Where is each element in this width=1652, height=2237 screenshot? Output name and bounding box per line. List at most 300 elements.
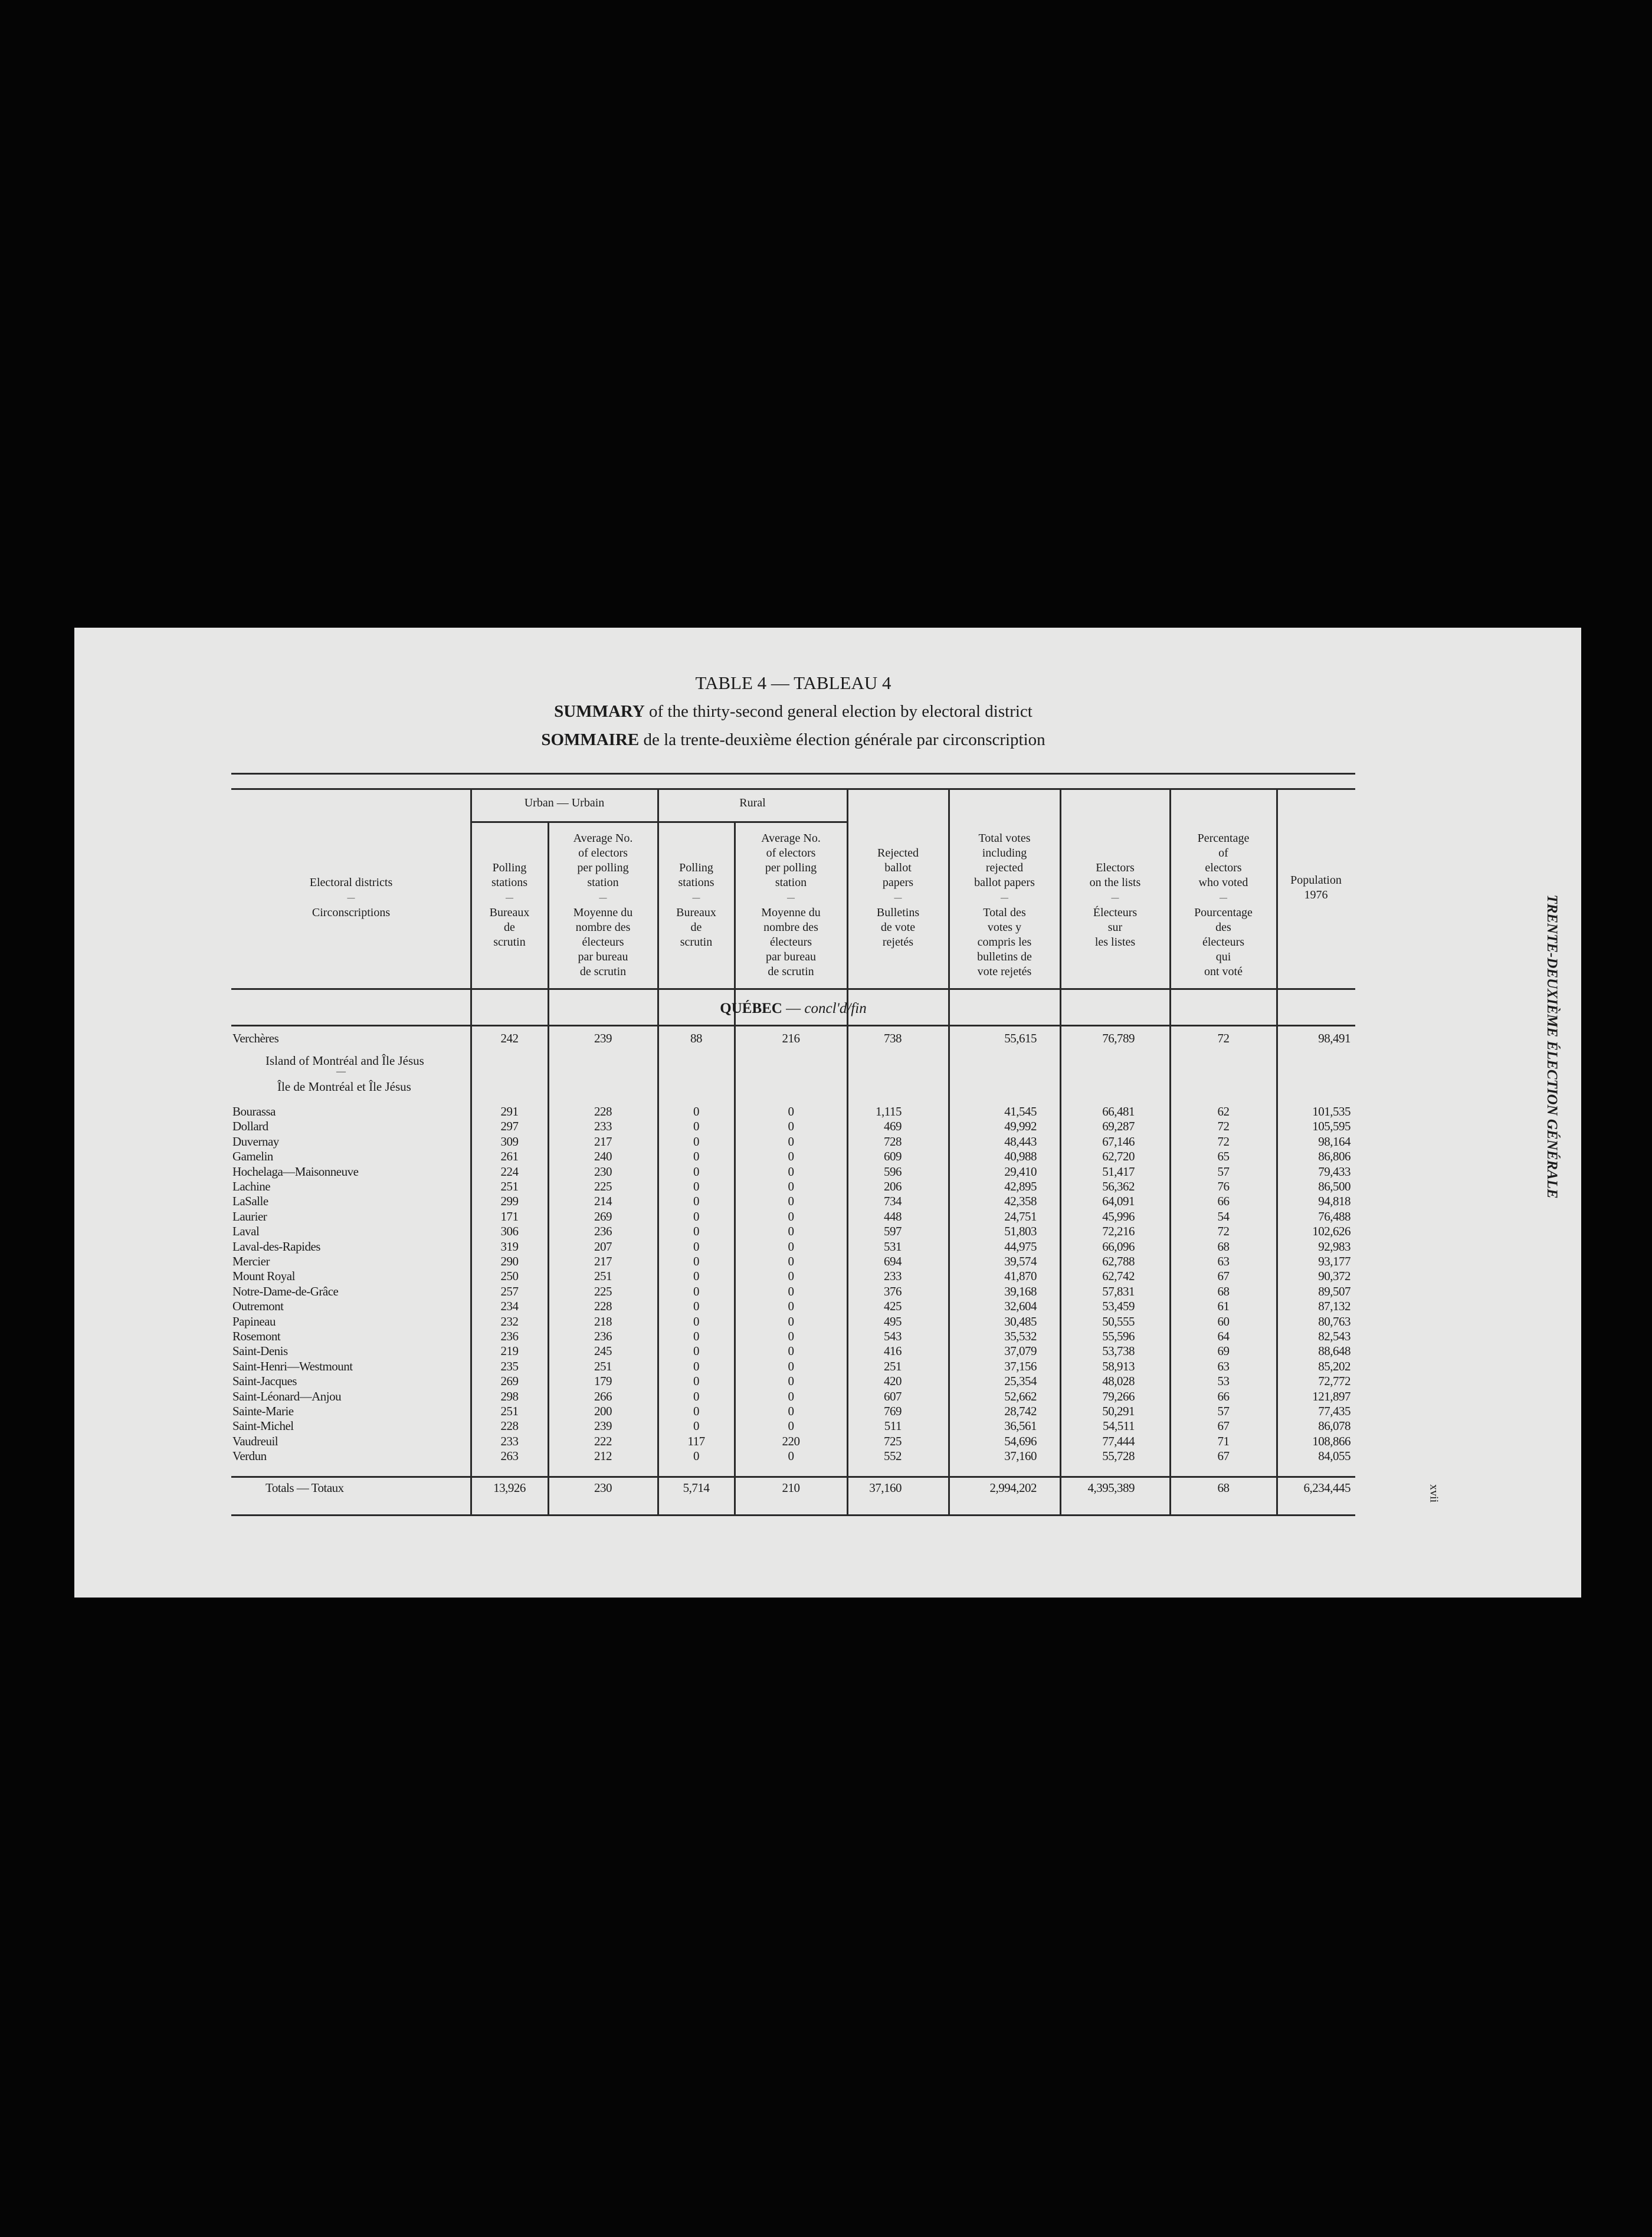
header-fr	[761, 906, 821, 979]
rule-top	[231, 773, 1355, 775]
table-row	[231, 1359, 1355, 1374]
header-line: bulletins de	[977, 950, 1032, 963]
rural-average-electors: 0	[788, 1299, 794, 1314]
rural-polling-stations: 0	[693, 1179, 699, 1193]
percentage-voted: 72	[1217, 1134, 1230, 1149]
population-1976: 87,132	[1318, 1299, 1351, 1314]
percentage-voted: 67	[1217, 1269, 1230, 1284]
percentage-voted: 66	[1217, 1194, 1230, 1209]
rural-average-electors: 0	[788, 1164, 794, 1179]
rejected-ballots: 694	[884, 1254, 902, 1268]
header-en	[1090, 822, 1141, 890]
district-name: Verchères	[232, 1031, 279, 1045]
percentage-voted: 67	[1217, 1419, 1230, 1434]
rejected-ballots: 37,160	[869, 1481, 902, 1495]
header-fr	[312, 906, 390, 920]
rejected-ballots: 734	[884, 1194, 902, 1209]
district-name: Totals — Totaux	[266, 1481, 344, 1495]
rejected-ballots: 543	[884, 1329, 902, 1343]
table-row	[231, 1299, 1355, 1314]
total-votes: 37,156	[1004, 1359, 1037, 1373]
urban-polling-stations: 250	[500, 1269, 519, 1284]
rural-polling-stations: 5,714	[683, 1481, 710, 1495]
header-line: Total votes	[978, 832, 1031, 845]
rural-average-electors: 0	[788, 1134, 794, 1149]
header-line: de vote	[880, 921, 916, 934]
percentage-voted: 67	[1217, 1449, 1230, 1464]
population-1976: 98,164	[1318, 1134, 1351, 1149]
rural-average-electors: 0	[788, 1329, 794, 1343]
header-population-1976	[1277, 873, 1355, 903]
header-line: des	[1215, 921, 1231, 934]
rural-average-electors: 0	[788, 1284, 794, 1298]
percentage-voted: 64	[1217, 1329, 1230, 1343]
header-line: including	[982, 847, 1027, 860]
urban-polling-stations: 233	[500, 1434, 519, 1448]
rejected-ballots: 425	[884, 1299, 902, 1314]
french-title-rest: de la trente-deuxième élection générale par circonscription	[639, 730, 1045, 749]
header-dash: —	[787, 893, 795, 902]
district-name: Gamelin	[232, 1149, 273, 1164]
table-row	[231, 1374, 1355, 1389]
french-title-bold: SOMMAIRE	[541, 730, 640, 749]
header-line: Bureaux	[489, 906, 530, 919]
header-en	[573, 822, 633, 890]
rural-average-electors: 0	[788, 1389, 794, 1403]
urban-average-electors: 269	[594, 1209, 612, 1224]
electors-on-lists: 53,738	[1102, 1344, 1135, 1359]
header-line: station	[775, 876, 807, 889]
rural-average-electors: 0	[788, 1254, 794, 1268]
population-1976: 86,500	[1318, 1179, 1351, 1193]
district-name: Rosemont	[232, 1329, 281, 1343]
total-votes: 48,443	[1004, 1134, 1037, 1149]
urban-polling-stations: 13,926	[493, 1481, 526, 1495]
table-row	[231, 1449, 1355, 1464]
header-line: Polling	[492, 861, 527, 874]
rural-polling-stations: 0	[693, 1254, 699, 1268]
rural-polling-stations: 0	[693, 1329, 699, 1343]
urban-polling-stations: 242	[500, 1031, 519, 1045]
urban-polling-stations: 251	[500, 1404, 519, 1418]
rural-average-electors: 220	[782, 1434, 800, 1448]
total-votes: 44,975	[1004, 1239, 1037, 1254]
header-en	[877, 822, 919, 890]
table-row	[231, 1404, 1355, 1419]
total-votes: 39,168	[1004, 1284, 1037, 1298]
district-name: Saint-Jacques	[232, 1374, 297, 1389]
rural-average-electors: 0	[788, 1344, 794, 1359]
percentage-voted: 61	[1217, 1299, 1230, 1314]
percentage-voted: 66	[1217, 1389, 1230, 1403]
rural-average-electors: 0	[788, 1149, 794, 1164]
header-line: rejected	[985, 861, 1024, 874]
urban-average-electors: 228	[594, 1104, 612, 1118]
district-name: Bourassa	[232, 1104, 276, 1118]
rural-average-electors: 0	[788, 1239, 794, 1254]
total-votes: 24,751	[1004, 1209, 1037, 1224]
population-1976: 101,535	[1312, 1104, 1351, 1118]
table-row	[231, 1149, 1355, 1164]
urban-average-electors: 179	[594, 1374, 612, 1389]
total-votes: 41,870	[1004, 1269, 1037, 1284]
urban-polling-stations: 290	[500, 1254, 519, 1268]
table-row	[231, 1224, 1355, 1239]
rural-polling-stations: 0	[693, 1119, 699, 1134]
electors-on-lists: 50,291	[1102, 1404, 1135, 1418]
electors-on-lists: 76,789	[1102, 1031, 1135, 1045]
rural-polling-stations: 0	[693, 1194, 699, 1209]
total-votes: 39,574	[1004, 1254, 1037, 1268]
header-dash: —	[599, 893, 607, 902]
population-1976: 77,435	[1318, 1404, 1351, 1418]
table-row	[231, 1419, 1355, 1434]
header-line: per polling	[765, 861, 817, 874]
table-row	[231, 1284, 1355, 1299]
header-en	[310, 822, 393, 890]
table-row	[231, 1194, 1355, 1209]
electors-on-lists: 55,728	[1102, 1449, 1135, 1464]
header-dash: —	[1001, 893, 1008, 902]
header-line: votes y	[987, 921, 1022, 934]
english-title-bold: SUMMARY	[554, 702, 645, 721]
percentage-voted: 72	[1217, 1224, 1230, 1239]
subheading-fr: Île de Montréal et Île Jésus	[277, 1080, 411, 1094]
header-line: scrutin	[493, 936, 526, 949]
electors-on-lists: 72,216	[1102, 1224, 1135, 1239]
urban-average-electors: 230	[594, 1164, 612, 1179]
total-votes: 41,545	[1004, 1104, 1037, 1118]
table-row	[231, 1119, 1355, 1134]
district-name: Hochelaga—Maisonneuve	[232, 1164, 359, 1179]
urban-average-electors: 230	[594, 1481, 612, 1495]
rejected-ballots: 1,115	[876, 1104, 902, 1118]
subheading-en: Island of Montréal and Île Jésus	[266, 1054, 424, 1068]
urban-average-electors: 239	[594, 1419, 612, 1434]
population-1976: 6,234,445	[1303, 1481, 1351, 1495]
header-line: Electoral districts	[309, 876, 393, 889]
header-line: per polling	[577, 861, 629, 874]
electors-on-lists: 56,362	[1102, 1179, 1135, 1193]
rejected-ballots: 469	[884, 1119, 902, 1134]
table-row	[231, 1239, 1355, 1254]
percentage-voted: 63	[1217, 1254, 1230, 1268]
population-1976: 92,983	[1318, 1239, 1351, 1254]
header-line: Circonscriptions	[312, 906, 391, 919]
rejected-ballots: 738	[884, 1031, 902, 1045]
electors-on-lists: 69,287	[1102, 1119, 1135, 1134]
header-line: Rejected	[877, 847, 919, 860]
header-line: nombre des	[575, 921, 631, 934]
group-urban: Urban — Urbain	[524, 796, 605, 809]
electors-on-lists: 66,481	[1102, 1104, 1135, 1118]
urban-polling-stations: 319	[500, 1239, 519, 1254]
district-name: Verdun	[232, 1449, 267, 1464]
rejected-ballots: 597	[884, 1224, 902, 1239]
urban-polling-stations: 236	[500, 1329, 519, 1343]
header-fr	[490, 906, 530, 950]
district-name: Laurier	[232, 1209, 267, 1224]
rejected-ballots: 531	[884, 1239, 902, 1254]
district-name: Saint-Léonard—Anjou	[232, 1389, 342, 1403]
header-line: Average No.	[761, 832, 821, 845]
urban-average-electors: 225	[594, 1179, 612, 1193]
population-1976: 85,202	[1318, 1359, 1351, 1373]
district-name: Outremont	[232, 1299, 284, 1314]
urban-polling-stations: 297	[500, 1119, 519, 1134]
district-name: Mount Royal	[232, 1269, 295, 1284]
population-1976: 93,177	[1318, 1254, 1351, 1268]
rural-polling-stations: 0	[693, 1164, 699, 1179]
rejected-ballots: 233	[884, 1269, 902, 1284]
header-line: Population	[1290, 874, 1342, 887]
header-line: Moyenne du	[761, 906, 821, 919]
percentage-voted: 76	[1217, 1179, 1230, 1193]
urban-polling-stations: 251	[500, 1179, 519, 1193]
rural-polling-stations: 0	[693, 1299, 699, 1314]
table-row	[231, 1209, 1355, 1224]
total-votes: 35,532	[1004, 1329, 1037, 1343]
urban-average-electors: 266	[594, 1389, 612, 1403]
rejected-ballots: 596	[884, 1164, 902, 1179]
population-1976: 90,372	[1318, 1269, 1351, 1284]
header-line: électeurs	[1202, 936, 1245, 949]
urban-polling-stations: 261	[500, 1149, 519, 1164]
french-title	[231, 730, 1355, 750]
rural-average-electors: 0	[788, 1314, 794, 1329]
header-rural-average-electors	[735, 822, 847, 979]
urban-polling-stations: 306	[500, 1224, 519, 1239]
electors-on-lists: 79,266	[1102, 1389, 1135, 1403]
total-votes: 52,662	[1004, 1389, 1037, 1403]
header-line: of	[1218, 847, 1228, 860]
table-row	[231, 1104, 1355, 1119]
rejected-ballots: 448	[884, 1209, 902, 1224]
header-line: ont voté	[1204, 965, 1243, 978]
table-row	[231, 1165, 1355, 1179]
header-line: vote rejetés	[977, 965, 1032, 978]
district-name: Lachine	[232, 1179, 271, 1193]
district-name: Papineau	[232, 1314, 276, 1329]
rural-polling-stations: 0	[693, 1449, 699, 1464]
urban-average-electors: 218	[594, 1314, 612, 1329]
population-1976: 98,491	[1318, 1031, 1351, 1045]
english-title-rest: of the thirty-second general election by electoral district	[644, 702, 1032, 721]
total-votes: 55,615	[1004, 1031, 1037, 1045]
header-electors-on-lists	[1060, 822, 1170, 950]
population-1976: 79,433	[1318, 1164, 1351, 1179]
percentage-voted: 60	[1217, 1314, 1230, 1329]
header-line: ballot	[884, 861, 912, 874]
total-votes: 32,604	[1004, 1299, 1037, 1314]
percentage-voted: 54	[1217, 1209, 1230, 1224]
rejected-ballots: 607	[884, 1389, 902, 1403]
urban-polling-stations: 299	[500, 1194, 519, 1209]
subheading-dash: —	[336, 1067, 346, 1077]
header-line: papers	[882, 876, 914, 889]
rejected-ballots: 728	[884, 1134, 902, 1149]
rural-average-electors: 0	[788, 1179, 794, 1193]
urban-average-electors: 240	[594, 1149, 612, 1164]
header-line: Percentage	[1197, 832, 1250, 845]
percentage-voted: 69	[1217, 1344, 1230, 1359]
header-line: electors	[1205, 861, 1242, 874]
electors-on-lists: 66,096	[1102, 1239, 1135, 1254]
urban-polling-stations: 298	[500, 1389, 519, 1403]
rural-polling-stations: 0	[693, 1134, 699, 1149]
urban-polling-stations: 232	[500, 1314, 519, 1329]
electors-on-lists: 67,146	[1102, 1134, 1135, 1149]
percentage-voted: 71	[1217, 1434, 1230, 1448]
urban-polling-stations: 235	[500, 1359, 519, 1373]
totals-row	[231, 1481, 1355, 1495]
rejected-ballots: 251	[884, 1359, 902, 1373]
total-votes: 29,410	[1004, 1164, 1037, 1179]
header-line: compris les	[977, 936, 1032, 949]
percentage-voted: 57	[1217, 1404, 1230, 1418]
district-name: Notre-Dame-de-Grâce	[232, 1284, 339, 1298]
header-line: de	[690, 921, 702, 934]
urban-polling-stations: 224	[500, 1164, 519, 1179]
urban-polling-stations: 309	[500, 1134, 519, 1149]
rejected-ballots: 420	[884, 1374, 902, 1389]
table-row	[231, 1434, 1355, 1449]
header-line: of electors	[766, 847, 816, 860]
rural-average-electors: 0	[788, 1269, 794, 1284]
urban-polling-stations: 257	[500, 1284, 519, 1298]
urban-polling-stations: 219	[500, 1344, 519, 1359]
electors-on-lists: 64,091	[1102, 1194, 1135, 1209]
rejected-ballots: 769	[884, 1404, 902, 1418]
header-en	[974, 822, 1035, 890]
population-1976: 121,897	[1312, 1389, 1351, 1403]
rural-polling-stations: 88	[690, 1031, 702, 1045]
rejected-ballots: 609	[884, 1149, 902, 1164]
rejected-ballots: 495	[884, 1314, 902, 1329]
header-line: électeurs	[769, 936, 812, 949]
header-fr	[977, 906, 1032, 979]
urban-polling-stations: 263	[500, 1449, 519, 1464]
rural-average-electors: 0	[788, 1209, 794, 1224]
rural-polling-stations: 0	[693, 1389, 699, 1403]
rural-polling-stations: 0	[693, 1239, 699, 1254]
header-line: de	[504, 921, 515, 934]
district-name: LaSalle	[232, 1194, 268, 1209]
header-dash: —	[1111, 893, 1119, 902]
header-en	[491, 822, 527, 890]
district-name: Mercier	[232, 1254, 270, 1268]
header-en	[1198, 822, 1250, 890]
district-name: Vaudreuil	[232, 1434, 278, 1448]
total-votes: 36,561	[1004, 1419, 1037, 1434]
table-row	[231, 1254, 1355, 1269]
header-dash: —	[347, 893, 355, 902]
district-name: Dollard	[232, 1119, 268, 1134]
table-row	[231, 1134, 1355, 1149]
rural-polling-stations: 0	[693, 1269, 699, 1284]
header-line: Bureaux	[676, 906, 716, 919]
header-fr	[676, 906, 716, 950]
table-row	[231, 1031, 1355, 1046]
side-title: TRENTE-DEUXIÈME ÉLECTION GÉNÉRALE	[1544, 894, 1560, 1199]
percentage-voted: 68	[1217, 1284, 1230, 1298]
rural-average-electors: 210	[782, 1481, 800, 1495]
population-1976: 76,488	[1318, 1209, 1351, 1224]
rule-totals	[231, 1476, 1355, 1478]
district-name: Duvernay	[232, 1134, 279, 1149]
electors-on-lists: 62,742	[1102, 1269, 1135, 1284]
rejected-ballots: 511	[884, 1419, 902, 1434]
section-sep: —	[782, 1001, 805, 1016]
header-line: ballot papers	[974, 876, 1035, 889]
header-line: électeurs	[582, 936, 624, 949]
rejected-ballots: 206	[884, 1179, 902, 1193]
header-en	[678, 822, 714, 890]
urban-polling-stations: 269	[500, 1374, 519, 1389]
rural-polling-stations: 0	[693, 1419, 699, 1434]
rural-polling-stations: 0	[693, 1374, 699, 1389]
population-1976: 94,818	[1318, 1194, 1351, 1209]
percentage-voted: 72	[1217, 1031, 1230, 1045]
header-line: nombre des	[763, 921, 818, 934]
english-title	[231, 702, 1355, 721]
rule-header-top	[231, 788, 1355, 790]
header-percentage-voted	[1170, 822, 1277, 979]
rule-bottom	[231, 1514, 1355, 1516]
section-province: QUÉBEC	[720, 1001, 782, 1016]
district-name: Sainte-Marie	[232, 1404, 294, 1418]
header-line: Polling	[679, 861, 713, 874]
urban-average-electors: 207	[594, 1239, 612, 1254]
percentage-voted: 62	[1217, 1104, 1230, 1118]
total-votes: 42,358	[1004, 1194, 1037, 1209]
header-line: Moyenne du	[573, 906, 633, 919]
rural-polling-stations: 0	[693, 1209, 699, 1224]
total-votes: 40,988	[1004, 1149, 1037, 1164]
urban-polling-stations: 291	[500, 1104, 519, 1118]
table-number: TABLE 4 — TABLEAU 4	[695, 673, 891, 693]
district-name: Laval	[232, 1224, 260, 1239]
header-urban-average-electors	[548, 822, 658, 979]
percentage-voted: 63	[1217, 1359, 1230, 1373]
urban-average-electors: 222	[594, 1434, 612, 1448]
header-line: Average No.	[573, 832, 633, 845]
header-line: par bureau	[766, 950, 816, 963]
rural-average-electors: 0	[788, 1404, 794, 1418]
electors-on-lists: 51,417	[1102, 1164, 1135, 1179]
total-votes: 25,354	[1004, 1374, 1037, 1389]
population-1976: 86,078	[1318, 1419, 1351, 1434]
total-votes: 37,160	[1004, 1449, 1037, 1464]
district-name: Saint-Henri—Westmount	[232, 1359, 353, 1373]
header-line: Total des	[983, 906, 1026, 919]
electors-on-lists: 54,511	[1103, 1419, 1135, 1434]
header-line: Pourcentage	[1194, 906, 1253, 919]
urban-polling-stations: 171	[500, 1209, 519, 1224]
electors-on-lists: 55,596	[1102, 1329, 1135, 1343]
rural-average-electors: 0	[788, 1449, 794, 1464]
percentage-voted: 57	[1217, 1164, 1230, 1179]
urban-average-electors: 212	[594, 1449, 612, 1464]
header-electoral-districts	[231, 822, 471, 920]
urban-average-electors: 251	[594, 1269, 612, 1284]
urban-average-electors: 233	[594, 1119, 612, 1134]
header-fr	[573, 906, 633, 979]
table-row	[231, 1314, 1355, 1329]
rural-average-electors: 216	[782, 1031, 800, 1045]
total-votes: 30,485	[1004, 1314, 1037, 1329]
population-1976: 84,055	[1318, 1449, 1351, 1464]
